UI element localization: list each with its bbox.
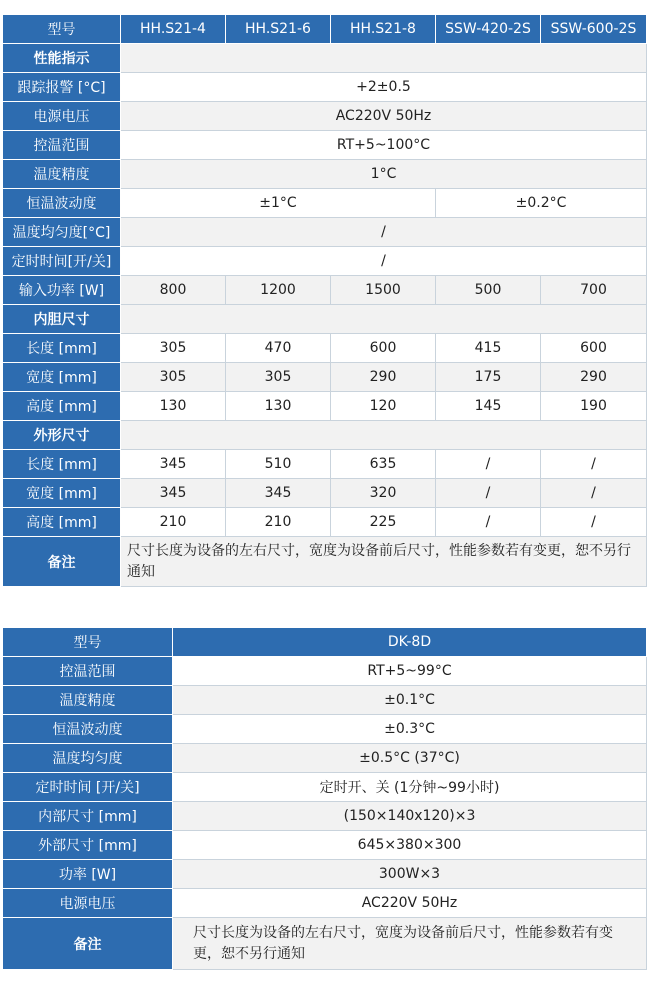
model-hh-s21-8: HH.S21-8	[331, 15, 436, 44]
outer-length-value: 635	[331, 450, 436, 479]
inner-height-value: 120	[331, 392, 436, 421]
table-row	[3, 189, 647, 218]
row-label-inner-height: 高度 [mm]	[3, 392, 121, 421]
outer-length-value: 345	[121, 450, 226, 479]
inner-width-value: 290	[331, 363, 436, 392]
table-row	[3, 744, 647, 773]
outer-size-value: 645×380×300	[173, 831, 647, 860]
inner-height-value: 130	[226, 392, 331, 421]
inner-width-value: 290	[541, 363, 647, 392]
row-label-inner-width: 宽度 [mm]	[3, 363, 121, 392]
note-label: 备注	[3, 537, 121, 587]
inner-height-value: 130	[121, 392, 226, 421]
inner-length-value: 470	[226, 334, 331, 363]
outer-height-value: 210	[121, 508, 226, 537]
alarm-value: +2±0.5	[121, 73, 647, 102]
table-row	[3, 160, 647, 189]
inner-height-value: 190	[541, 392, 647, 421]
row-label-accuracy: 温度精度	[3, 686, 173, 715]
voltage-value: AC220V 50Hz	[121, 102, 647, 131]
fluctuation-value: ±0.3°C	[173, 715, 647, 744]
row-label-inner-size: 内部尺寸 [mm]	[3, 802, 173, 831]
section-band	[121, 421, 647, 450]
power-value: 800	[121, 276, 226, 305]
accuracy-value: ±0.1°C	[173, 686, 647, 715]
inner-height-value: 145	[436, 392, 541, 421]
outer-width-value: 345	[121, 479, 226, 508]
model-hh-s21-4: HH.S21-4	[121, 15, 226, 44]
power-value: 500	[436, 276, 541, 305]
row-label-fluctuation: 恒温波动度	[3, 715, 173, 744]
voltage-value: AC220V 50Hz	[173, 889, 647, 918]
table-row	[3, 363, 647, 392]
outer-length-value: 510	[226, 450, 331, 479]
inner-width-value: 305	[121, 363, 226, 392]
model-ssw-600-2s: SSW-600-2S	[541, 15, 647, 44]
spec-table-hh-ssw	[2, 14, 647, 587]
power-value: 700	[541, 276, 647, 305]
table-row	[3, 450, 647, 479]
inner-length-value: 415	[436, 334, 541, 363]
inner-length-value: 600	[331, 334, 436, 363]
row-label-outer-length: 长度 [mm]	[3, 450, 121, 479]
outer-width-value: 345	[226, 479, 331, 508]
row-label-uniformity: 温度均匀度[°C]	[3, 218, 121, 247]
table-row	[3, 686, 647, 715]
row-label-range: 控温范围	[3, 131, 121, 160]
table-row	[3, 889, 647, 918]
note-row	[3, 537, 647, 587]
table-row	[3, 73, 647, 102]
section-band	[121, 44, 647, 73]
uniformity-value: ±0.5°C (37°C)	[173, 744, 647, 773]
table-row	[3, 131, 647, 160]
outer-length-value: /	[541, 450, 647, 479]
timer-value: 定时开、关 (1分钟~99小时)	[173, 773, 647, 802]
row-label-power: 输入功率 [W]	[3, 276, 121, 305]
row-label-uniformity: 温度均匀度	[3, 744, 173, 773]
row-label-accuracy: 温度精度	[3, 160, 121, 189]
uniformity-value: /	[121, 218, 647, 247]
section-row-inner	[3, 305, 647, 334]
power-value: 300W×3	[173, 860, 647, 889]
inner-size-value: (150×140x120)×3	[173, 802, 647, 831]
table-header-row	[3, 15, 647, 44]
outer-height-value: /	[436, 508, 541, 537]
note-label: 备注	[3, 918, 173, 970]
row-label-outer-height: 高度 [mm]	[3, 508, 121, 537]
range-value: RT+5~99°C	[173, 657, 647, 686]
table-row	[3, 773, 647, 802]
row-label-outer-size: 外部尺寸 [mm]	[3, 831, 173, 860]
table-row	[3, 392, 647, 421]
table-row	[3, 102, 647, 131]
row-label-inner-length: 长度 [mm]	[3, 334, 121, 363]
model-label: 型号	[3, 628, 173, 657]
power-value: 1200	[226, 276, 331, 305]
outer-height-value: 210	[226, 508, 331, 537]
row-label-voltage: 电源电压	[3, 102, 121, 131]
table-row	[3, 860, 647, 889]
outer-length-value: /	[436, 450, 541, 479]
table-header-row	[3, 628, 647, 657]
section-outer-size: 外形尺寸	[3, 421, 121, 450]
section-row-performance	[3, 44, 647, 73]
outer-width-value: 320	[331, 479, 436, 508]
section-performance: 性能指示	[3, 44, 121, 73]
outer-height-value: /	[541, 508, 647, 537]
inner-width-value: 305	[226, 363, 331, 392]
spec-table-dk-8d	[2, 627, 647, 970]
table-row	[3, 247, 647, 276]
table-row	[3, 715, 647, 744]
model-dk-8d: DK-8D	[173, 628, 647, 657]
row-label-alarm: 跟踪报警 [°C]	[3, 73, 121, 102]
section-band	[121, 305, 647, 334]
note-text: 尺寸长度为设备的左右尺寸，宽度为设备前后尺寸，性能参数若有变更，恕不另行通知	[173, 918, 647, 970]
row-label-voltage: 电源电压	[3, 889, 173, 918]
model-hh-s21-6: HH.S21-6	[226, 15, 331, 44]
model-ssw-420-2s: SSW-420-2S	[436, 15, 541, 44]
table-row	[3, 479, 647, 508]
table-row	[3, 218, 647, 247]
power-value: 1500	[331, 276, 436, 305]
row-label-power: 功率 [W]	[3, 860, 173, 889]
inner-length-value: 305	[121, 334, 226, 363]
table-row	[3, 334, 647, 363]
row-label-fluctuation: 恒温波动度	[3, 189, 121, 218]
section-row-outer	[3, 421, 647, 450]
fluctuation-value-hh: ±1°C	[121, 189, 436, 218]
table-row	[3, 657, 647, 686]
row-label-range: 控温范围	[3, 657, 173, 686]
section-inner-size: 内胆尺寸	[3, 305, 121, 334]
table-row	[3, 831, 647, 860]
timer-value: /	[121, 247, 647, 276]
inner-width-value: 175	[436, 363, 541, 392]
accuracy-value: 1°C	[121, 160, 647, 189]
row-label-timer: 定时时间[开/关]	[3, 247, 121, 276]
outer-width-value: /	[541, 479, 647, 508]
range-value: RT+5~100°C	[121, 131, 647, 160]
fluctuation-value-ssw: ±0.2°C	[436, 189, 647, 218]
model-label: 型号	[3, 15, 121, 44]
note-row	[3, 918, 647, 970]
table-row	[3, 276, 647, 305]
inner-length-value: 600	[541, 334, 647, 363]
outer-width-value: /	[436, 479, 541, 508]
row-label-outer-width: 宽度 [mm]	[3, 479, 121, 508]
outer-height-value: 225	[331, 508, 436, 537]
row-label-timer: 定时时间 [开/关]	[3, 773, 173, 802]
table-row	[3, 508, 647, 537]
note-text: 尺寸长度为设备的左右尺寸，宽度为设备前后尺寸，性能参数若有变更，恕不另行通知	[121, 537, 647, 587]
table-row	[3, 802, 647, 831]
